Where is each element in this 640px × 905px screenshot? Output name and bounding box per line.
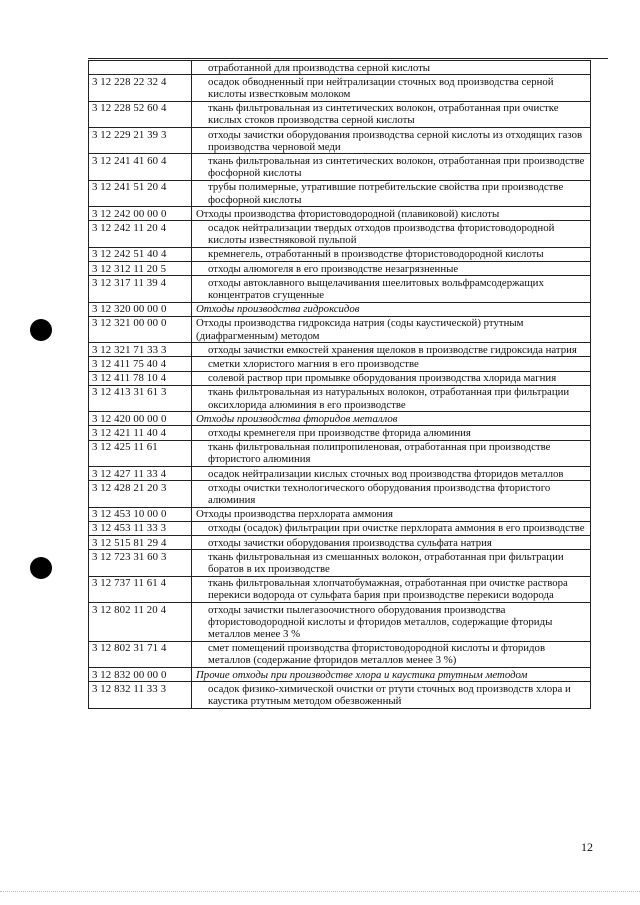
table-row: [89, 507, 591, 521]
table-row: [89, 247, 591, 261]
table-row: [89, 276, 591, 302]
waste-description-cell: кремнегель, отработанный в производстве фтористоводородной кислоты: [192, 247, 591, 261]
waste-description-cell: Отходы производства фтористоводородной (плавиковой) кислоты: [192, 207, 591, 221]
table-row: [89, 481, 591, 507]
binder-hole: [30, 319, 52, 341]
table-row: [89, 371, 591, 385]
waste-code-cell: 3 12 321 00 00 0: [89, 316, 192, 342]
page-bottom-edge: [0, 891, 640, 892]
table-row: [89, 412, 591, 426]
table-row: [89, 101, 591, 127]
waste-code-table: [88, 60, 591, 709]
table-row: [89, 221, 591, 247]
table-row: [89, 603, 591, 642]
table-body: [89, 61, 591, 709]
waste-description-cell: ткань фильтровальная хлопчатобумажная, отработанная при очистке раствора перекиси водорода от сульфата бария при производстве перекиси водорода: [192, 576, 591, 602]
waste-description-cell: отработанной для производства серной кислоты: [192, 61, 591, 75]
waste-code-cell: 3 12 228 22 32 4: [89, 75, 192, 101]
waste-code-cell: 3 12 413 31 61 3: [89, 385, 192, 411]
waste-description-cell: отходы кремнегеля при производстве фторида алюминия: [192, 426, 591, 440]
waste-code-cell: 3 12 737 11 61 4: [89, 576, 192, 602]
waste-code-cell: 3 12 241 51 20 4: [89, 180, 192, 206]
waste-description-cell: отходы зачистки емкостей хранения щелоков в производстве гидроксида натрия: [192, 343, 591, 357]
waste-code-cell: 3 12 242 11 20 4: [89, 221, 192, 247]
waste-code-cell: 3 12 453 10 00 0: [89, 507, 192, 521]
waste-description-cell: отходы зачистки пылегазоочистного оборудования производства фтористоводородной кислоты и фторидов металлов, содержащие фториды металлов менее 3 %: [192, 603, 591, 642]
table-row: [89, 682, 591, 708]
waste-description-cell: смет помещений производства фтористоводородной кислоты и фторидов металлов (содержание фторидов металлов менее 3 %): [192, 641, 591, 667]
waste-code-cell: [89, 61, 192, 75]
waste-description-cell: трубы полимерные, утратившие потребительские свойства при производстве фосфорной кислоты: [192, 180, 591, 206]
waste-code-cell: 3 12 428 21 20 3: [89, 481, 192, 507]
waste-code-cell: 3 12 229 21 39 3: [89, 128, 192, 154]
table-row: [89, 61, 591, 75]
waste-code-cell: 3 12 242 00 00 0: [89, 207, 192, 221]
table-row: [89, 536, 591, 550]
waste-code-cell: 3 12 802 31 71 4: [89, 641, 192, 667]
binder-hole: [30, 557, 52, 579]
waste-code-cell: 3 12 321 71 33 3: [89, 343, 192, 357]
waste-description-cell: Отходы производства фторидов металлов: [192, 412, 591, 426]
waste-code-cell: 3 12 723 31 60 3: [89, 550, 192, 576]
waste-description-cell: сметки хлористого магния в его производстве: [192, 357, 591, 371]
table-row: [89, 207, 591, 221]
waste-code-cell: 3 12 420 00 00 0: [89, 412, 192, 426]
table-row: [89, 128, 591, 154]
waste-code-cell: 3 12 832 00 00 0: [89, 668, 192, 682]
waste-description-cell: Отходы производства гидроксида натрия (соды каустической) ртутным (диафрагменным) методом: [192, 316, 591, 342]
waste-description-cell: осадок обводненный при нейтрализации сточных вод производства серной кислоты известковым молоком: [192, 75, 591, 101]
table-row: [89, 262, 591, 276]
table-row: [89, 343, 591, 357]
table-row: [89, 357, 591, 371]
waste-description-cell: отходы (осадок) фильтрации при очистке перхлората аммония в его производстве: [192, 521, 591, 535]
waste-code-cell: 3 12 425 11 61: [89, 440, 192, 466]
waste-description-cell: ткань фильтровальная полипропиленовая, отработанная при производстве фтористого алюминия: [192, 440, 591, 466]
waste-code-cell: 3 12 411 78 10 4: [89, 371, 192, 385]
table-row: [89, 180, 591, 206]
waste-description-cell: осадок нейтрализации кислых сточных вод производства фторидов металлов: [192, 467, 591, 481]
table-row: [89, 302, 591, 316]
waste-description-cell: отходы очистки технологического оборудования производства фтористого алюминия: [192, 481, 591, 507]
waste-code-cell: 3 12 832 11 33 3: [89, 682, 192, 708]
waste-code-cell: 3 12 320 00 00 0: [89, 302, 192, 316]
waste-code-cell: 3 12 802 11 20 4: [89, 603, 192, 642]
waste-description-cell: Отходы производства перхлората аммония: [192, 507, 591, 521]
table-row: [89, 154, 591, 180]
page-number: 12: [581, 840, 593, 854]
table-row: [89, 426, 591, 440]
waste-description-cell: Прочие отходы при производстве хлора и каустика ртутным методом: [192, 668, 591, 682]
top-rule: [88, 58, 608, 59]
waste-code-cell: 3 12 411 75 40 4: [89, 357, 192, 371]
waste-code-cell: 3 12 241 41 60 4: [89, 154, 192, 180]
waste-description-cell: осадок физико-химической очистки от ртути сточных вод производств хлора и каустика ртутным методом обезвоженный: [192, 682, 591, 708]
table-row: [89, 316, 591, 342]
waste-description-cell: ткань фильтровальная из смешанных волокон, отработанная при фильтрации боратов в их производстве: [192, 550, 591, 576]
waste-description-cell: ткань фильтровальная из натуральных волокон, отработанная при фильтрации оксихлорида алюминия в его производстве: [192, 385, 591, 411]
waste-description-cell: Отходы производства гидроксидов: [192, 302, 591, 316]
table-row: [89, 668, 591, 682]
table-row: [89, 576, 591, 602]
waste-code-cell: 3 12 421 11 40 4: [89, 426, 192, 440]
waste-description-cell: ткань фильтровальная из синтетических волокон, отработанная при очистке кислых стоков производства серной кислоты: [192, 101, 591, 127]
waste-code-cell: 3 12 242 51 40 4: [89, 247, 192, 261]
table-row: [89, 75, 591, 101]
waste-code-cell: 3 12 427 11 33 4: [89, 467, 192, 481]
waste-code-cell: 3 12 312 11 20 5: [89, 262, 192, 276]
table-row: [89, 641, 591, 667]
waste-description-cell: ткань фильтровальная из синтетических волокон, отработанная при производстве фосфорной кислоты: [192, 154, 591, 180]
waste-code-cell: 3 12 228 52 60 4: [89, 101, 192, 127]
table-row: [89, 521, 591, 535]
waste-description-cell: отходы зачистки оборудования производства сульфата натрия: [192, 536, 591, 550]
waste-code-cell: 3 12 317 11 39 4: [89, 276, 192, 302]
waste-description-cell: солевой раствор при промывке оборудования производства хлорида магния: [192, 371, 591, 385]
waste-description-cell: отходы автоклавного выщелачивания шеелитовых вольфрамсодержащих концентратов сгущенные: [192, 276, 591, 302]
table-row: [89, 440, 591, 466]
waste-code-cell: 3 12 453 11 33 3: [89, 521, 192, 535]
waste-description-cell: осадок нейтрализации твердых отходов производства фтористоводородной кислоты известняковой пульпой: [192, 221, 591, 247]
table-row: [89, 467, 591, 481]
waste-code-cell: 3 12 515 81 29 4: [89, 536, 192, 550]
waste-description-cell: отходы зачистки оборудования производства серной кислоты из отходящих газов производства черновой меди: [192, 128, 591, 154]
waste-description-cell: отходы алюмогеля в его производстве незагрязненные: [192, 262, 591, 276]
table-row: [89, 550, 591, 576]
table-row: [89, 385, 591, 411]
